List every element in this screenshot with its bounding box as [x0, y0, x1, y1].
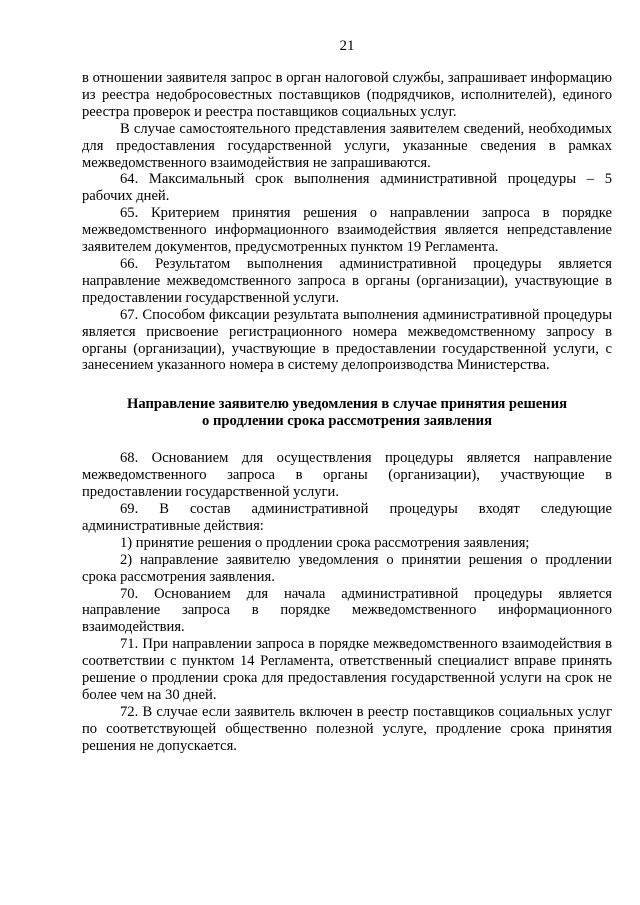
- paragraph-70: 70. Основанием для начала административной процедуры является направление запроса в порядке межведомственного информационного взаимодействия.: [82, 585, 612, 636]
- paragraph-71: 71. При направлении запроса в порядке межведомственного взаимодействия в соответствии с пунктом 14 Регламента, ответственный специалист вправе принять решение о продлении срока для предоставления государственной услуги на срок не более чем на 30 дней.: [82, 636, 612, 703]
- body-text-before-heading: [82, 70, 612, 374]
- paragraph-65: 65. Критерием принятия решения о направлении запроса в порядке межведомственного информационного взаимодействия является непредставление заявителем документов, предусмотренных пунктом 19 Регламента.: [82, 205, 612, 256]
- page-number: 21: [339, 38, 355, 54]
- paragraph-69: 69. В состав административной процедуры входят следующие административные действия:: [82, 501, 612, 534]
- paragraph: В случае самостоятельного представления заявителем сведений, необходимых для предоставления государственной услуги, указанные сведения в рамках межведомственного взаимодействия не запрашиваются.: [82, 120, 612, 171]
- paragraph-66: 66. Результатом выполнения административной процедуры является направление межведомственного запроса в органы (организации), участвующие в предоставлении государственной услуги.: [82, 255, 612, 306]
- list-item-2: 2) направление заявителю уведомления о принятии решения о продлении срока рассмотрения заявления.: [82, 551, 612, 585]
- paragraph-68: 68. Основанием для осуществления процедуры является направление межведомственного запроса в органы (организации), участвующие в предоставлении государственной услуги.: [82, 450, 612, 501]
- paragraph-67: 67. Способом фиксации результата выполнения административной процедуры является присвоение регистрационного номера межведомственному запросу в органы (организации), участвующие в предоставлении государственной услуги, с занесением указанного номера в систему делопроизводства Министерства.: [82, 306, 612, 374]
- paragraph-64: 64. Максимальный срок выполнения административной процедуры – 5 рабочих дней.: [82, 171, 612, 205]
- document-page: [82, 0, 612, 755]
- section-heading: [82, 396, 612, 430]
- body-text-after-heading: [82, 450, 612, 754]
- list-item-1: 1) принятие решения о продлении срока рассмотрения заявления;: [120, 534, 530, 551]
- section-heading-line-1: Направление заявителю уведомления в случае принятия решения: [127, 396, 567, 413]
- paragraph-72: 72. В случае если заявитель включен в реестр поставщиков социальных услуг по соответствующей общественно полезной услуге, продление срока принятия решения не допускается.: [82, 703, 612, 754]
- section-heading-line-2: о продлении срока рассмотрения заявления: [202, 413, 492, 430]
- paragraph: в отношении заявителя запрос в орган налоговой службы, запрашивает информацию из реестра недобросовестных поставщиков (подрядчиков, исполнителей), единого реестра проверок и реестра поставщиков социальных услуг.: [82, 70, 612, 120]
